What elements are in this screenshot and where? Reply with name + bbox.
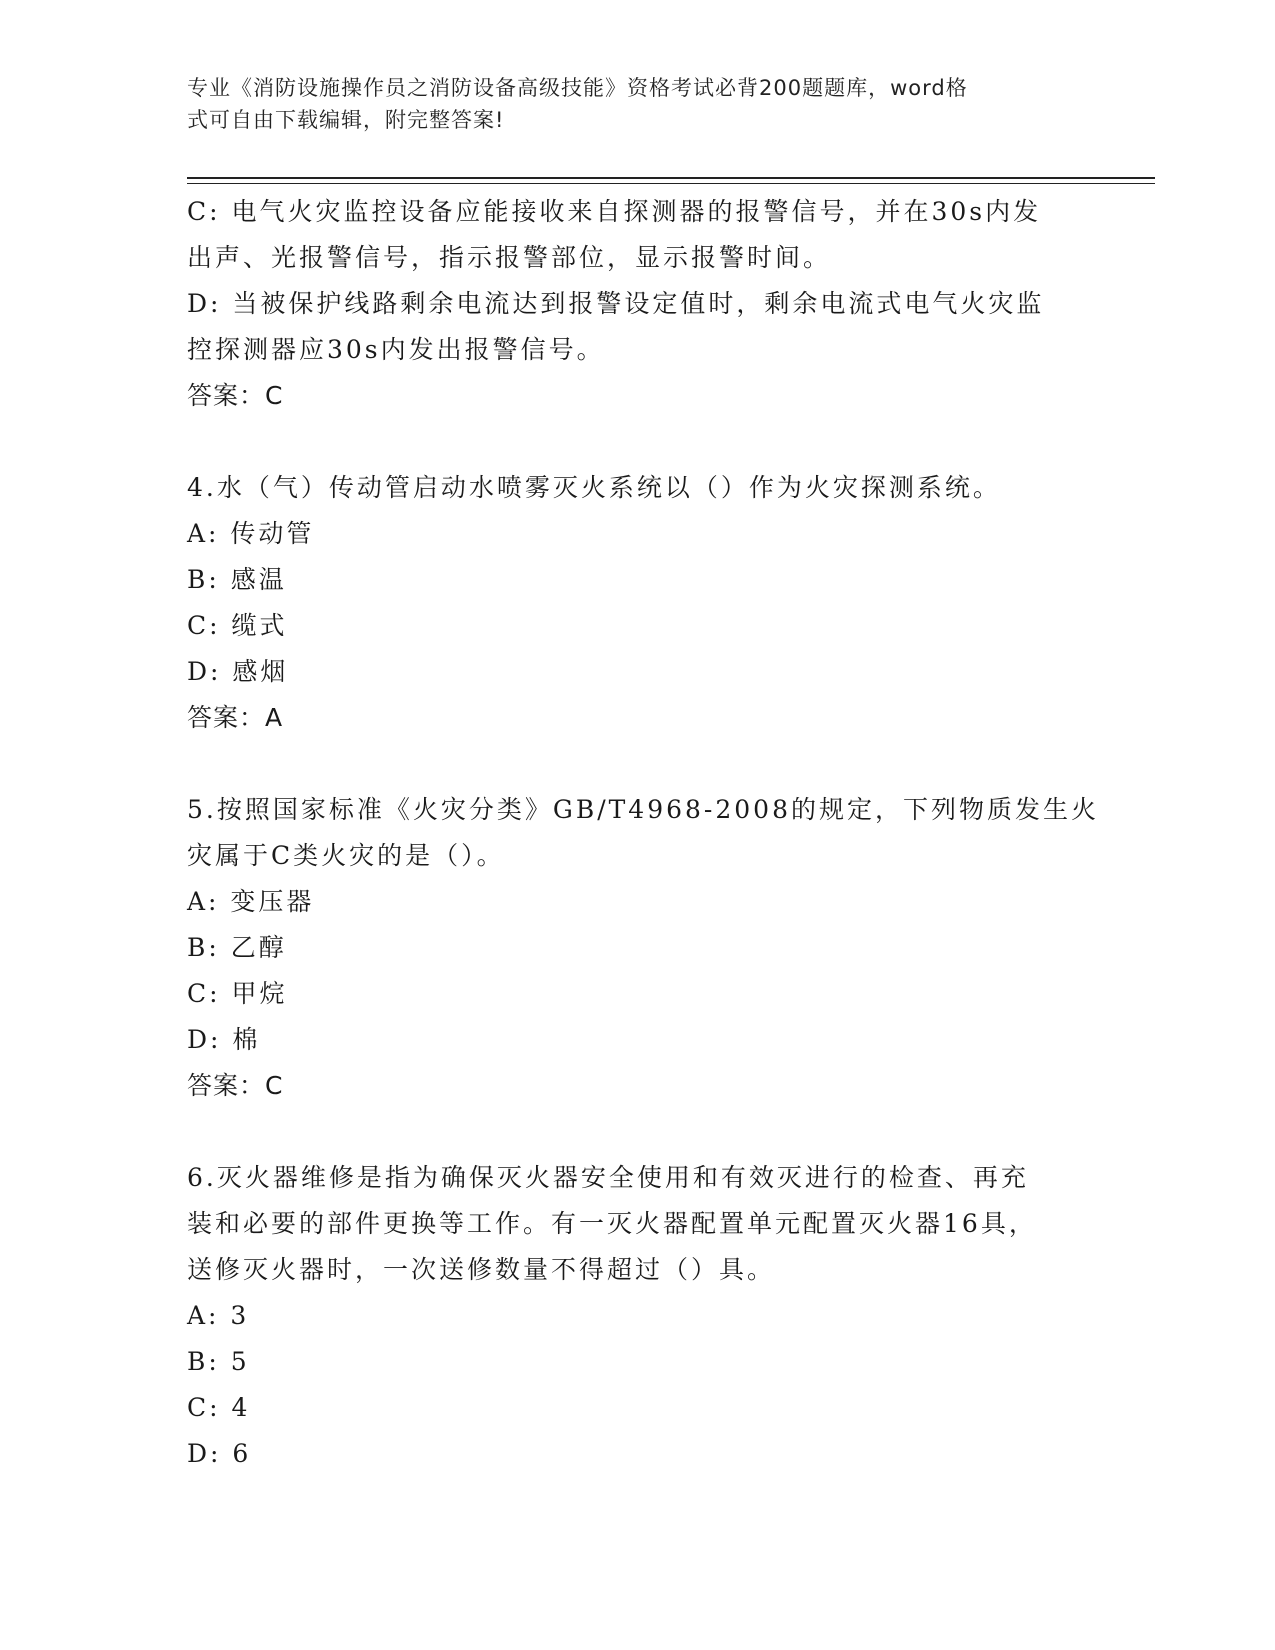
option-b: B: 乙醇 bbox=[187, 933, 287, 962]
option-d: D: 6 bbox=[187, 1439, 252, 1468]
question-stem-line-3: 送修灭火器时，一次送修数量不得超过（）具。 bbox=[187, 1255, 776, 1284]
header-line-1: 专业《消防设施操作员之消防设备高级技能》资格考试必背200题题库，word格 bbox=[187, 76, 968, 100]
option-b: B: 感温 bbox=[187, 565, 287, 594]
option-c: C: 甲烷 bbox=[187, 979, 288, 1008]
answer: 答案：C bbox=[187, 1071, 284, 1100]
question-3-tail bbox=[187, 189, 1087, 419]
question-stem-line-1: 6.灭火器维修是指为确保灭火器安全使用和有效灭进行的检查、再充 bbox=[187, 1163, 1029, 1192]
option-d: D: 棉 bbox=[187, 1025, 261, 1054]
question-5 bbox=[187, 787, 1099, 1109]
question-4 bbox=[187, 465, 1087, 741]
option-c: C: 4 bbox=[187, 1393, 251, 1422]
option-a: A: 3 bbox=[187, 1301, 250, 1330]
option-c: C: 缆式 bbox=[187, 611, 288, 640]
header-line-2: 式可自由下载编辑，附完整答案! bbox=[187, 108, 505, 132]
option-c-line-1: C: 电气火灾监控设备应能接收来自探测器的报警信号，并在30s内发 bbox=[187, 197, 1042, 226]
question-stem-line-1: 5.按照国家标准《火灾分类》GB/T4968-2008的规定，下列物质发生火 bbox=[187, 795, 1099, 824]
page-header bbox=[187, 72, 1067, 136]
answer: 答案：C bbox=[187, 381, 284, 410]
header-rule-thick bbox=[187, 177, 1155, 179]
option-d-line-2: 控探测器应30s内发出报警信号。 bbox=[187, 335, 605, 364]
spacer bbox=[187, 741, 1087, 787]
question-stem: 4.水（气）传动管启动水喷雾灭火系统以（）作为火灾探测系统。 bbox=[187, 473, 1001, 502]
spacer bbox=[187, 419, 1087, 465]
answer: 答案：A bbox=[187, 703, 284, 732]
option-b: B: 5 bbox=[187, 1347, 250, 1376]
option-c-line-2: 出声、光报警信号，指示报警部位，显示报警时间。 bbox=[187, 243, 832, 272]
question-6 bbox=[187, 1155, 1087, 1477]
spacer bbox=[187, 1109, 1087, 1155]
question-stem-line-2: 灾属于C类火灾的是（）。 bbox=[187, 841, 505, 870]
header-rule-thin bbox=[187, 183, 1155, 184]
question-stem-line-2: 装和必要的部件更换等工作。有一灭火器配置单元配置灭火器16具， bbox=[187, 1209, 1037, 1238]
option-d: D: 感烟 bbox=[187, 657, 289, 686]
document-body bbox=[187, 189, 1099, 1477]
option-a: A: 变压器 bbox=[187, 887, 315, 916]
option-d-line-1: D: 当被保护线路剩余电流达到报警设定值时，剩余电流式电气火灾监 bbox=[187, 289, 1045, 318]
option-a: A: 传动管 bbox=[187, 519, 315, 548]
